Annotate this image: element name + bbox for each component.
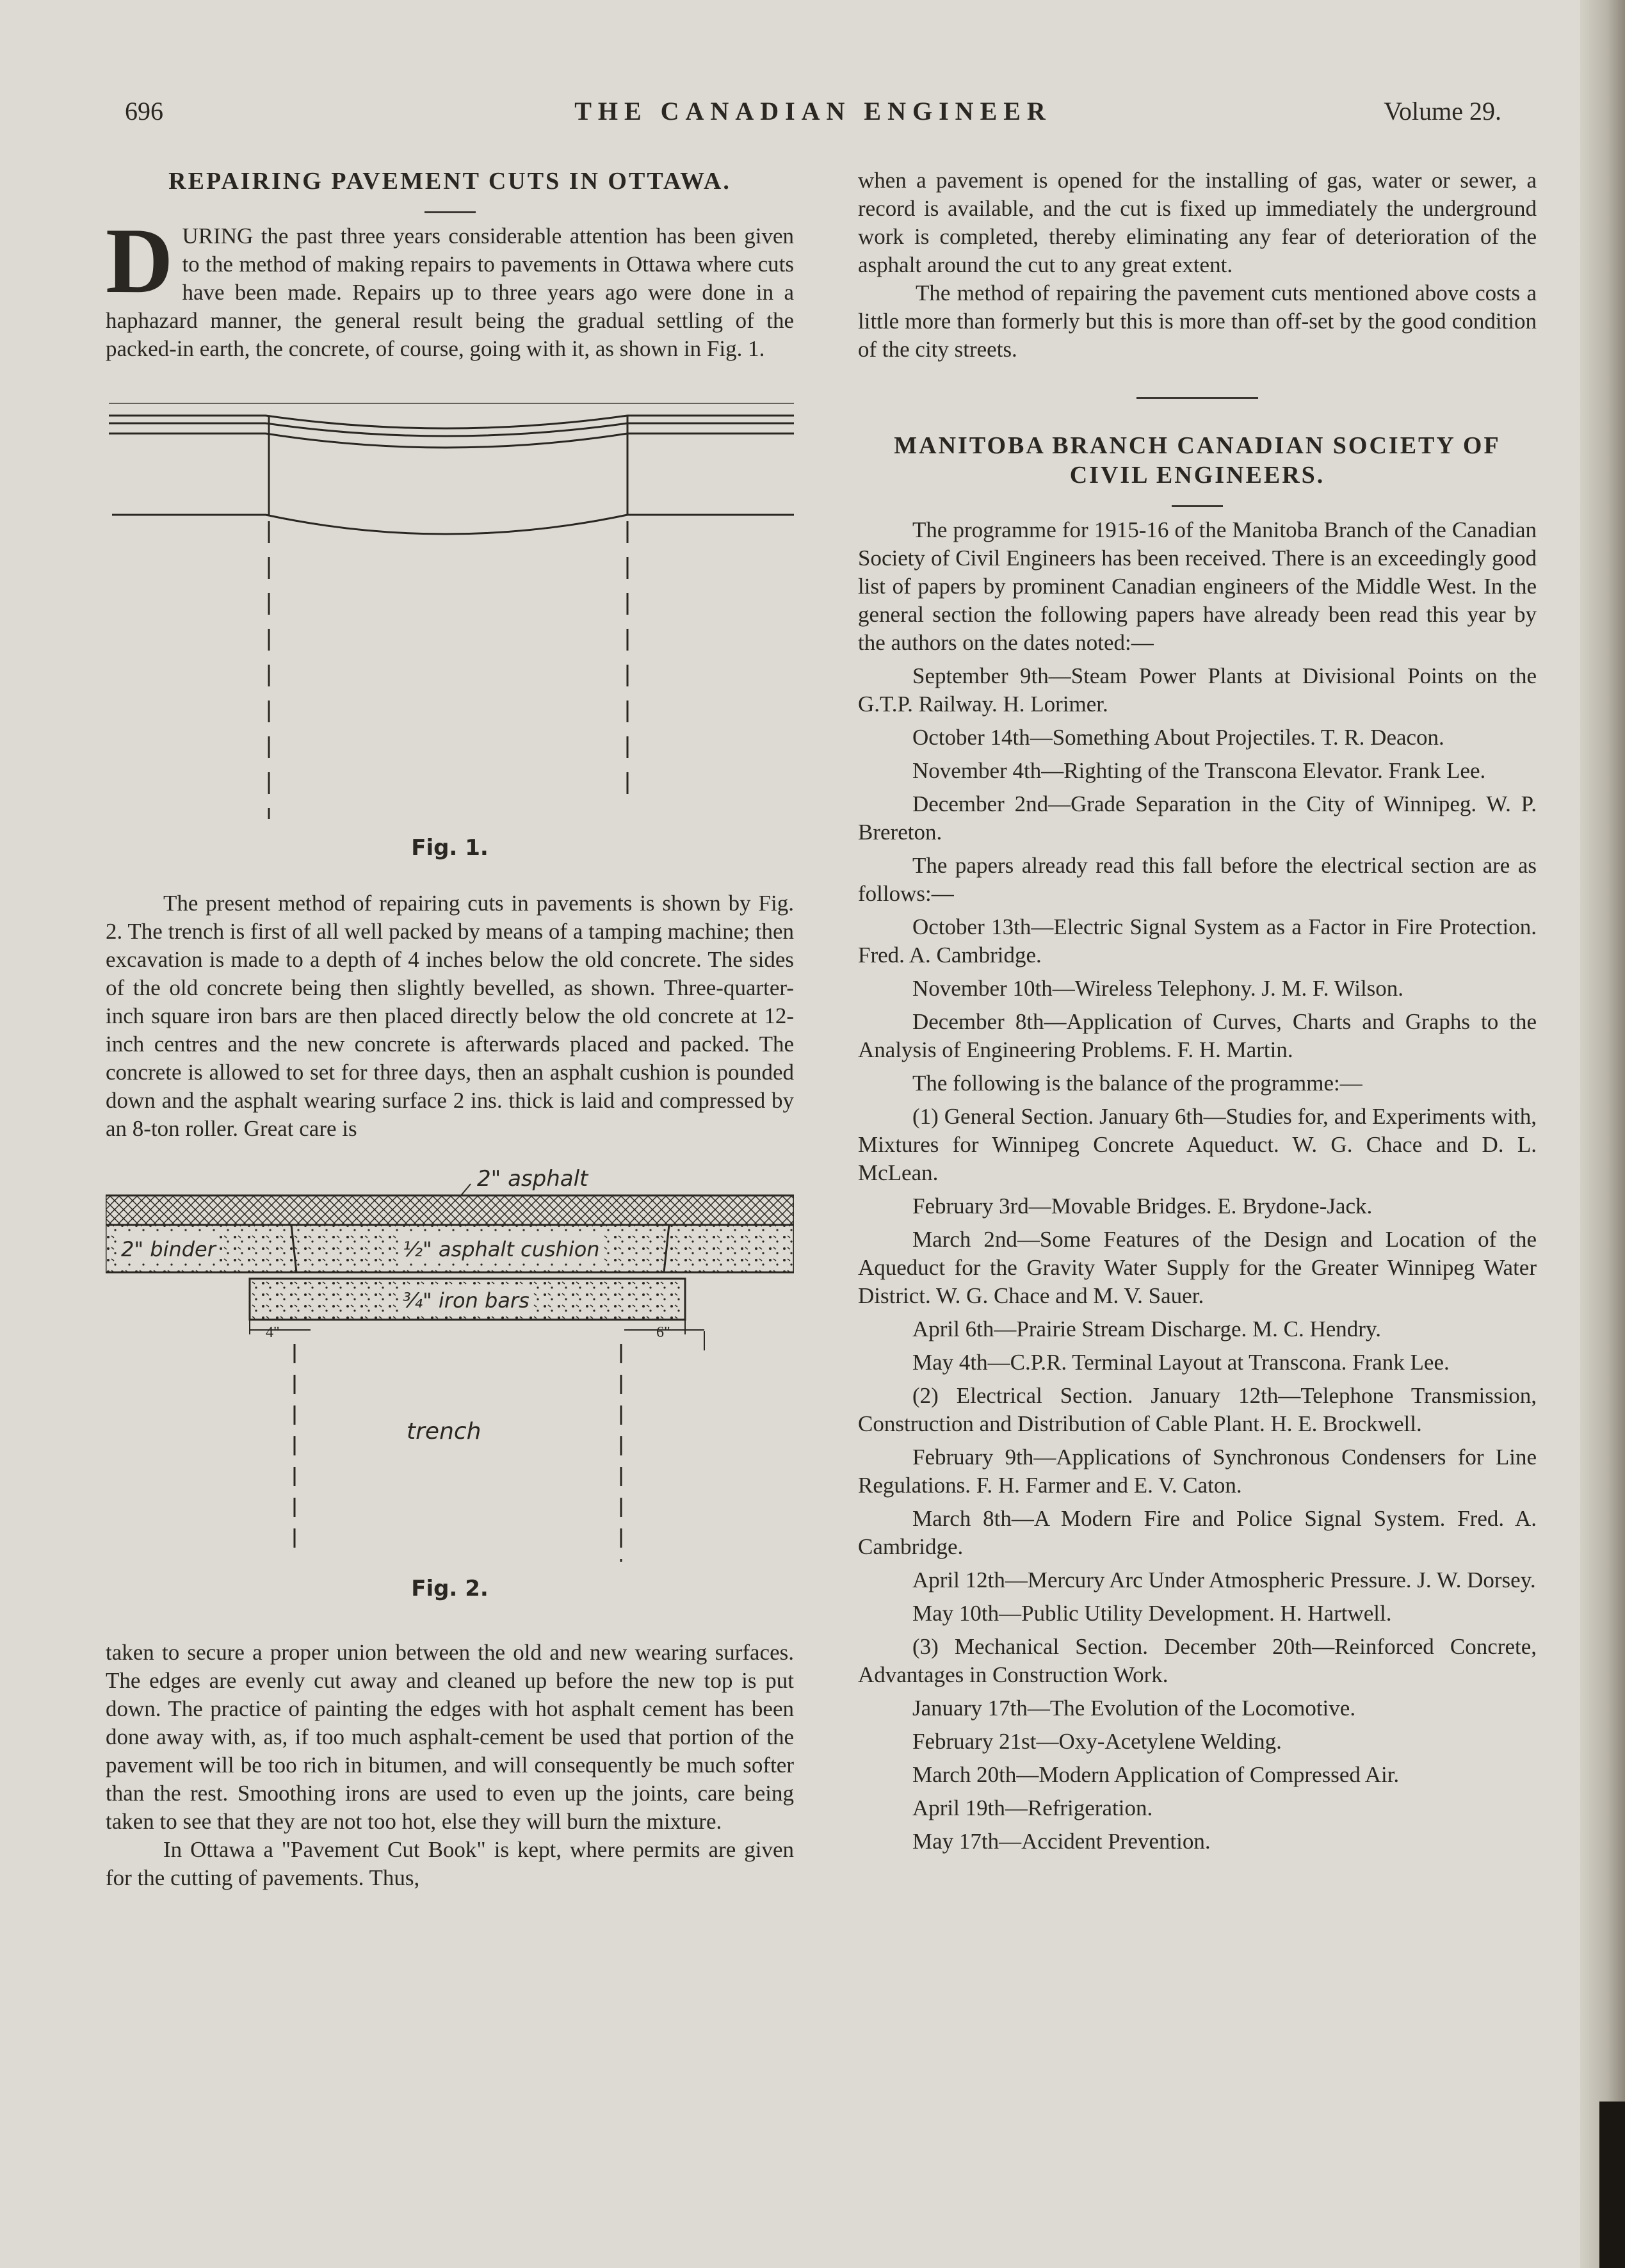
programme-item: The following is the balance of the programme:— xyxy=(912,1071,1362,1096)
journal-title: THE CANADIAN ENGINEER xyxy=(574,97,1052,126)
asphalt-layer xyxy=(106,1195,794,1225)
article-paragraph: The present method of repairing cuts in pavements is shown by Fig. 2. The trench is first of all well packed by means of a tamping machine; then excavation is made to a depth of 4 inches below the old concrete. The sides of the old concrete being then slightly bevelled, as shown. Three-quarter-inch square iron bars are then placed directly below the old concrete at 12-inch centres and the new concrete is afterwards placed and packed. The concrete is allowed to set for three days, then an asphalt cushion is pounded down and the asphalt wearing surface 2 ins. thick is laid and compressed by an 8-ton roller. Great care is xyxy=(106,891,794,1141)
programme-item: March 8th—A Modern Fire and Police Signal System. Fred. A. Cambridge. xyxy=(858,1506,1537,1559)
programme-item: January 17th—The Evolution of the Locomotive. xyxy=(912,1696,1356,1721)
right-column xyxy=(858,166,1537,1861)
programme-item: February 9th—Applications of Synchronous Condensers for Line Regulations. F. H. Farmer and E. V. Caton. xyxy=(858,1445,1537,1498)
dimension-four-label: 4" xyxy=(266,1324,280,1341)
programme-list xyxy=(858,516,1537,1856)
programme-item: December 2nd—Grade Separation in the City of Winnipeg. W. P. Brereton. xyxy=(858,791,1537,845)
article-paragraph xyxy=(106,209,794,363)
programme-item: (3) Mechanical Section. December 20th—Reinforced Concrete, Advantages in Construction Work. xyxy=(858,1634,1537,1687)
programme-item: The papers already read this fall before the electrical section are as follows:— xyxy=(858,853,1537,906)
programme-item: March 20th—Modern Application of Compressed Air. xyxy=(912,1762,1400,1787)
programme-item: March 2nd—Some Features of the Design and Location of the Aqueduct for the Gravity Water Supply for the Greater Winnipeg Water District. W. G. Chace and M. V. Sauer. xyxy=(858,1227,1537,1308)
programme-item: November 4th—Righting of the Transcona Elevator. Frank Lee. xyxy=(912,758,1486,783)
figure-1-caption: Fig. 1. xyxy=(411,835,489,861)
programme-item: (2) Electrical Section. January 12th—Telephone Transmission, Construction and Distribution of Cable Plant. H. E. Brockwell. xyxy=(858,1383,1537,1436)
left-column xyxy=(106,166,794,1892)
page-number: 696 xyxy=(125,97,163,126)
dimension-six-label: 6" xyxy=(656,1324,670,1341)
iron-bars-label: ¾" iron bars xyxy=(400,1286,532,1315)
programme-item: October 14th—Something About Projectiles. T. R. Deacon. xyxy=(912,725,1444,750)
article-title-line-2: CIVIL ENGINEERS. xyxy=(1069,462,1325,489)
programme-item: May 4th—C.P.R. Terminal Layout at Transcona. Frank Lee. xyxy=(912,1350,1450,1375)
programme-intro: The programme for 1915-16 of the Manitoba Branch of the Canadian Society of Civil Engineers has been received. There is an exceedingly good list of papers by prominent Canadian engineers of the Middle West. In the general section the following papers have already been read this year by the authors on the dates noted:— xyxy=(858,517,1537,655)
article-paragraph: taken to secure a proper union between the old and new wearing surfaces. The edges are evenly cut away and cleaned up before the new top is put down. The practice of painting the edges with hot asphalt cement has been done away with, as, if too much asphalt-cement be used that portion of the pavement will be too rich in bitumen, and will consequently be much softer than the rest. Smoothing irons are used to even up the joints, care being taken to see that they are not too hot, else they will burn the mixture. xyxy=(106,1640,794,1834)
title-rule xyxy=(1172,505,1223,507)
article-title-line-1: MANITOBA BRANCH CANADIAN SOCIETY OF xyxy=(894,432,1501,459)
binder-label: 2" binder xyxy=(118,1235,218,1263)
asphalt-label: 2" asphalt xyxy=(477,1166,588,1192)
figure-2 xyxy=(106,1165,794,1639)
programme-item: October 13th—Electric Signal System as a Factor in Fire Protection. Fred. A. Cambridge. xyxy=(858,914,1537,968)
article-title: REPAIRING PAVEMENT CUTS IN OTTAWA. xyxy=(168,168,731,195)
article-paragraph: The method of repairing the pavement cuts mentioned above costs a little more than formerly but this is more than off-set by the good condition of the city streets. xyxy=(858,280,1537,362)
programme-item: November 10th—Wireless Telephony. J. M. F. Wilson. xyxy=(912,976,1404,1001)
volume-label: Volume 29. xyxy=(1384,97,1501,126)
figure-2-caption: Fig. 2. xyxy=(411,1576,489,1601)
programme-item: December 8th—Application of Curves, Charts and Graphs to the Analysis of Engineering Problems. F. H. Martin. xyxy=(858,1009,1537,1062)
drop-cap: D xyxy=(106,209,174,312)
figure-1-drawing xyxy=(106,403,794,889)
programme-item: February 21st—Oxy-Acetylene Welding. xyxy=(912,1729,1282,1754)
figure-1 xyxy=(106,403,794,889)
article-paragraph: In Ottawa a "Pavement Cut Book" is kept, where permits are given for the cutting of pavements. Thus, xyxy=(106,1837,794,1890)
programme-item: September 9th—Steam Power Plants at Divisional Points on the G.T.P. Railway. H. Lorimer. xyxy=(858,663,1537,717)
paragraph-text: URING the past three years considerable attention has been given to the method of making repairs to pavements in Ottawa where cuts have been made. Repairs up to three years ago were done in a haphazard manner, the general result being the gradual settling of the packed-in earth, the concrete, of course, going with it, as shown in Fig. 1. xyxy=(106,223,794,361)
article-paragraph: when a pavement is opened for the installing of gas, water or sewer, a record is available, and the cut is fixed up immediately the underground work is completed, thereby eliminating any fear of deterioration of the asphalt around the cut to any great extent. xyxy=(858,168,1537,277)
cushion-label: ½" asphalt cushion xyxy=(400,1235,602,1263)
programme-item: April 12th—Mercury Arc Under Atmospheric Pressure. J. W. Dorsey. xyxy=(912,1567,1536,1592)
page-binding-edge xyxy=(1580,0,1625,2268)
trench-label: trench xyxy=(407,1418,481,1445)
running-header xyxy=(125,90,1501,134)
programme-item: April 19th—Refrigeration. xyxy=(912,1795,1153,1820)
programme-item: May 17th—Accident Prevention. xyxy=(912,1829,1211,1854)
title-rule xyxy=(424,211,476,213)
programme-item: February 3rd—Movable Bridges. E. Brydone-Jack. xyxy=(912,1194,1373,1219)
section-rule xyxy=(1136,397,1258,399)
programme-item: April 6th—Prairie Stream Discharge. M. C. Hendry. xyxy=(912,1316,1381,1341)
programme-item: (1) General Section. January 6th—Studies for, and Experiments with, Mixtures for Winnipeg Concrete Aqueduct. W. G. Chace and D. L. McLean. xyxy=(858,1104,1537,1185)
programme-item: May 10th—Public Utility Development. H. Hartwell. xyxy=(912,1601,1392,1626)
